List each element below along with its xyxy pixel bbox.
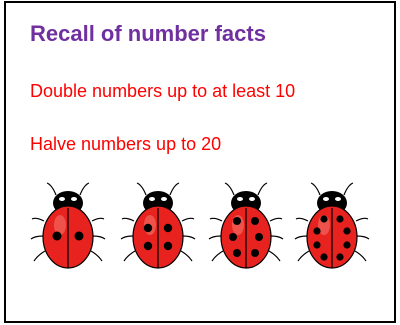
- fact-halve-numbers: Halve numbers up to 20: [30, 134, 222, 154]
- content-card: [4, 1, 396, 323]
- card-title: Recall of number facts: [30, 21, 266, 46]
- ladybird-icon: [120, 181, 196, 273]
- ladybird-icon: [30, 181, 106, 273]
- fact-double-numbers: Double numbers up to at least 10: [30, 81, 296, 101]
- ladybird-icon: [294, 181, 370, 273]
- ladybird-icon: [208, 181, 284, 273]
